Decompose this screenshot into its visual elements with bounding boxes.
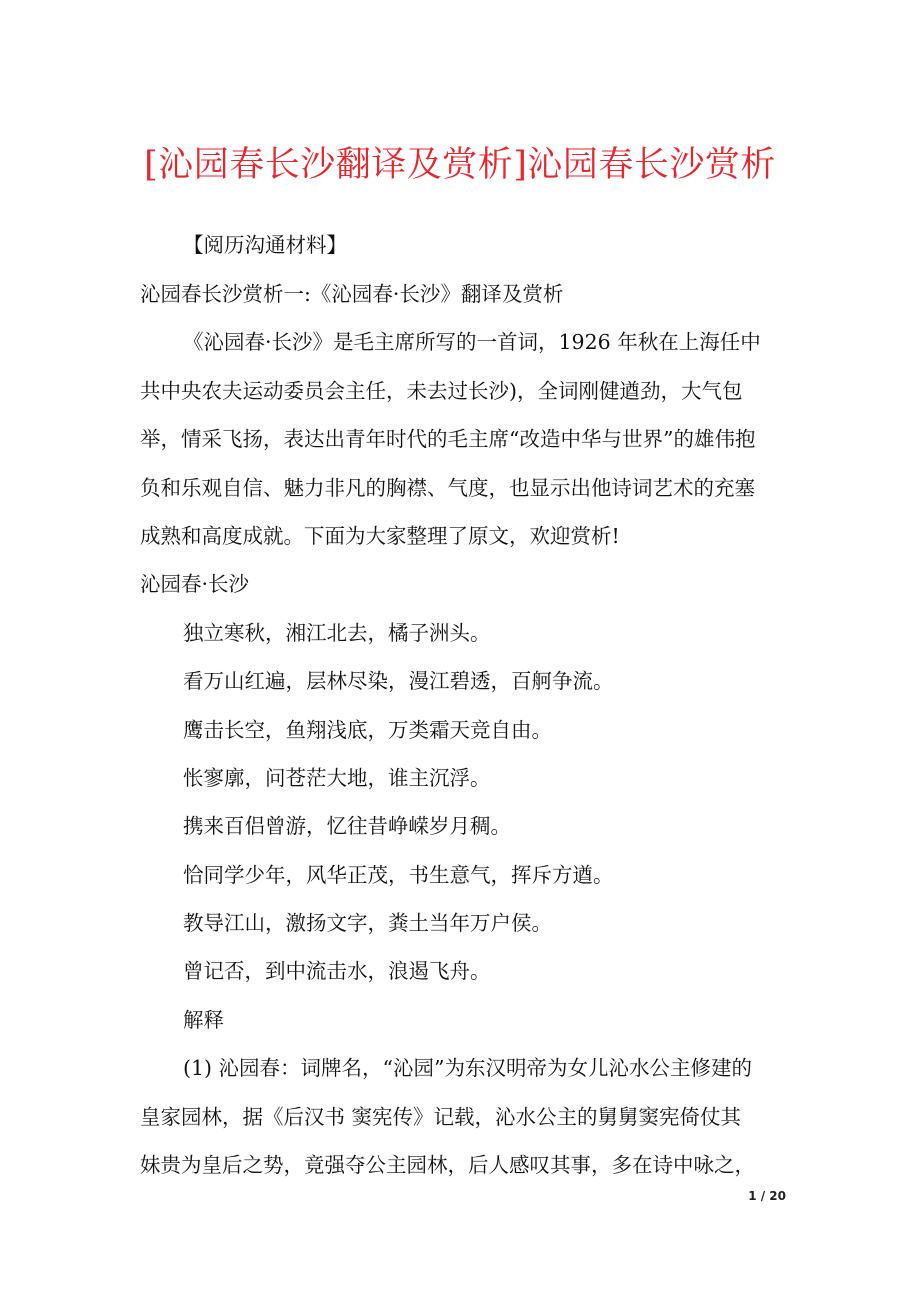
intro-line: 负和乐观自信、魅力非凡的胸襟、气度，也显示出他诗词艺术的充塞 (140, 476, 755, 500)
poem-line: 怅寥廓，问苍茫大地，谁主沉浮。 (183, 766, 491, 790)
note-line: 妹贵为皇后之势，竟强夺公主园林，后人感叹其事，多在诗中咏之， (140, 1153, 755, 1177)
section-heading: 沁园春长沙赏析一:《沁园春·长沙》翻译及赏析 (140, 282, 564, 306)
note-line: 皇家园林，据《后汉书 窦宪传》记载，沁水公主的舅舅窦宪倚仗其 (140, 1105, 742, 1129)
notes-heading: 解释 (183, 1008, 224, 1032)
intro-line: 共中央农夫运动委员会主任，未去过长沙)，全词刚健遒劲，大气包 (140, 379, 743, 403)
page-indicator: 1 / 20 (748, 1189, 786, 1203)
document-title: [沁园春长沙翻译及赏析]沁园春长沙赏析 (144, 145, 776, 185)
header-tag: 【阅历沟通材料】 (183, 233, 347, 257)
poem-line: 教导江山，激扬文字，粪土当年万户侯。 (183, 911, 552, 935)
intro-line: 举，情采飞扬，表达出青年时代的毛主席“改造中华与世界”的雄伟抱 (140, 427, 756, 451)
intro-line: 《沁园春·长沙》是毛主席所写的一首词，1926 年秋在上海任中 (183, 330, 761, 354)
note-line: (1) 沁园春：词牌名，“沁园”为东汉明帝为女儿沁水公主修建的 (183, 1056, 753, 1080)
poem-title: 沁园春·长沙 (140, 572, 250, 596)
intro-line: 成熟和高度成就。下面为大家整理了原文，欢迎赏析! (140, 524, 620, 548)
poem-line: 鹰击长空，鱼翔浅底，万类霜天竞自由。 (183, 718, 552, 742)
poem-line: 曾记否，到中流击水，浪遏飞舟。 (183, 959, 491, 983)
poem-line: 携来百侣曾游，忆往昔峥嵘岁月稠。 (183, 814, 511, 838)
poem-line: 恰同学少年，风华正茂，书生意气，挥斥方遒。 (183, 863, 614, 887)
poem-line: 独立寒秋，湘江北去，橘子洲头。 (183, 621, 491, 645)
poem-line: 看万山红遍，层林尽染，漫江碧透，百舸争流。 (183, 669, 614, 693)
